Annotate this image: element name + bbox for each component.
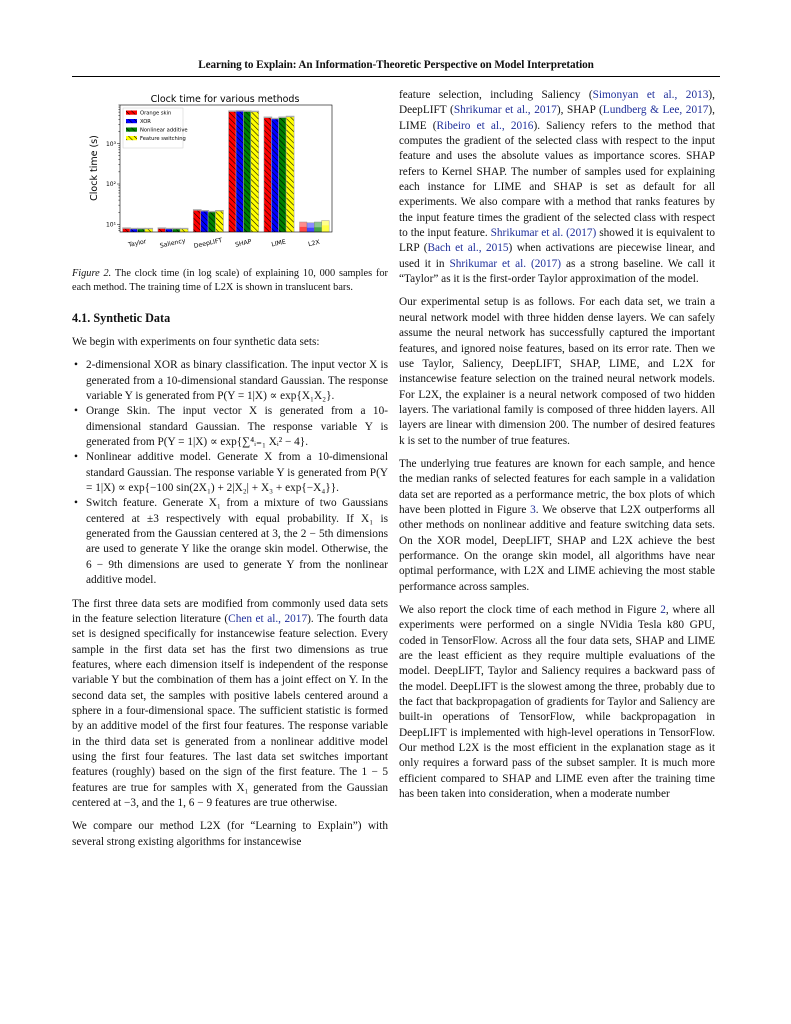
running-title: Learning to Explain: An Information-Theoretic Perspective on Model Interpretation	[198, 59, 594, 71]
y-tick-label: 10³	[105, 140, 116, 148]
legend-label: Nonlinear additive	[140, 127, 188, 134]
y-tick-label: 10¹	[105, 221, 116, 229]
bar-shap-nonlinear-additive	[244, 112, 251, 232]
paragraph-text: showed it is equivalent to LRP (	[399, 227, 715, 255]
y-tick-label: 10²	[105, 181, 116, 189]
clock-time-bar-chart	[80, 88, 342, 260]
bar-lime-xor	[272, 119, 279, 232]
bar-l2x-orange-skin	[300, 227, 307, 232]
paragraph-baselines	[399, 88, 715, 287]
bar-shap-feature-switching	[251, 112, 258, 232]
dataset-item-switch-feature: • Switch feature. Generate X₁ from a mixture of two Gaussians centered at ±3 respectively with equal probability. If X₁ is generated from the Gaussian centered at 3, the 2 − 5th dimensions are used to generate Y like the orange skin model. Otherwise, the 6 − 9th dimensions are used to generate Y from the nonlinear additive model.	[72, 496, 388, 588]
bar-l2x-feature-switching	[322, 225, 329, 232]
bar-lime-feature-switching	[286, 117, 293, 232]
paragraph-text: . We observe that L2X outperforms all other methods on nonlinear additive and feature switching data sets. On the XOR model, DeepLIFT, SHAP and L2X achieve the best performance. On the orange skin model, all algorithms have near optimal performance, with L2X and LIME achieving the most stable performance across samples.	[399, 503, 715, 593]
paragraph-text: We also report the clock time of each method in Figure	[399, 604, 661, 616]
paragraph-text: ), DeepLIFT (	[399, 89, 715, 117]
citation-link[interactable]: Ribeiro et al., 2016	[436, 119, 534, 132]
bar-lime-nonlinear-additive	[279, 118, 286, 232]
caption-label: Figure 2.	[72, 268, 112, 279]
legend-swatch	[126, 119, 137, 123]
paragraph-text: The underlying true features are known for each sample, and hence the median ranks of selected features for each sample in a validation data set are reported as a performance metric, the box plots of which have been plotted in Figure	[399, 457, 715, 516]
dataset-item-nonlinear-additive: • Nonlinear additive model. Generate X from a 10-dimensional standard Gaussian. The response variable Y is generated from P(Y = 1|X) ∝ exp{−100 sin(2X₁) + 2|X₂| + X₃ + exp{−X₄}}.	[72, 450, 388, 496]
paragraph-text: The first three data sets are modified from commonly used data sets in the feature selection literature (	[72, 597, 388, 625]
legend-label: XOR	[140, 119, 151, 125]
paragraph-clock-time	[399, 603, 715, 802]
bar-shap-xor	[236, 112, 243, 232]
bar-deeplift-orange-skin	[194, 211, 201, 232]
citation-link[interactable]: Shrikumar et al., 2017	[453, 104, 557, 117]
bar-l2x-xor	[307, 228, 314, 232]
citation-link[interactable]: Chen et al., 2017	[228, 612, 308, 625]
paragraph-text: ). The fourth data set is designed specifically for instancewise feature selection. Every sample in the first data set has the first two dimensions as true features, where each dimension itself is independent of the response variable Y but the combination of them has a joint effect on Y. In the second data set, the samples with positive labels centered around a sphere in a four-dimensional space. The sufficient statistic is formed by an additive model of the first four features. The response variable in the third data set is generated from a nonlinear additive model using the first four features. The last data set switches important features (roughly) based on the sign of the first feature. The 1 − 5 features are true for samples with X₁ generated from the Gaussian centered at −3, and the 1, 6 − 9 features are true otherwise.	[72, 612, 388, 809]
section-heading: 4.1. Synthetic Data	[72, 311, 171, 325]
legend-label: Orange skin	[140, 110, 172, 117]
header-rule	[72, 76, 720, 77]
bar-deeplift-nonlinear-additive	[208, 212, 215, 232]
chart-title: Clock time for various methods	[150, 94, 300, 105]
paragraph-text: ). Saliency refers to the method that computes the gradient of the selected class with respect to the input feature and uses the absolute values as importance scores. SHAP refers to Kernel SHAP. The number of samples used for explaining each instance for LIME and SHAP is set as default for all experiments. We also compare with a method that ranks features by the input feature times the gradient of the selected class with respect to the input feature.	[399, 119, 715, 240]
paragraph-text: ), SHAP (	[556, 104, 603, 117]
citation-link[interactable]: Shrikumar et al. (2017)	[449, 257, 562, 270]
paragraph-results	[399, 457, 715, 595]
x-tick-label: Saliency	[159, 237, 187, 250]
paragraph-datasets	[72, 597, 388, 812]
legend-swatch	[126, 136, 137, 140]
x-tick-label: LIME	[270, 238, 287, 249]
caption-text: The clock time (in log scale) of explaining 10, 000 samples for each method. The training time of L2X is shown in translucent bars.	[72, 268, 388, 293]
bar-deeplift-xor	[201, 211, 208, 232]
section-intro: We begin with experiments on four synthetic data sets:	[72, 336, 320, 348]
bar-l2x-nonlinear-additive	[314, 227, 321, 232]
figure-caption	[72, 267, 388, 294]
legend-swatch	[126, 111, 137, 115]
bar-saliency-xor	[166, 229, 173, 232]
paragraph-text: feature selection, including Saliency (	[399, 89, 593, 101]
paragraph-text: ), LIME (	[399, 104, 715, 132]
citation-link[interactable]: Shrikumar et al. (2017)	[490, 227, 597, 240]
bar-saliency-orange-skin	[158, 229, 165, 232]
bar-shap-orange-skin	[229, 112, 236, 232]
bar-lime-orange-skin	[264, 118, 271, 232]
figure-ref-link[interactable]: 2	[660, 604, 666, 616]
x-tick-label: DeepLIFT	[193, 237, 223, 250]
x-tick-label: L2X	[307, 238, 321, 249]
bar-saliency-feature-switching	[180, 229, 187, 232]
right-column	[399, 88, 715, 810]
bar-taylor-feature-switching	[145, 229, 152, 232]
paragraph-setup: Our experimental setup is as follows. For each data set, we train a neural network model with three hidden dense layers. We can safely assume the neural network has successfully captured the important features, and ignored noise features, based on its error rate. Then we use Taylor, Saliency, DeepLIFT, SHAP, LIME, and L2X for instancewise feature selection on the trained neural network models. For L2X, the explainer is a neural network composed of two hidden layers. The variational family is composed of three hidden layers. All layers are linear with dimension 200. The number of desired features k is set to the number of true features.	[399, 296, 715, 447]
legend	[123, 108, 188, 148]
citation-link[interactable]: Simonyan et al., 2013	[592, 89, 709, 101]
x-tick-label: SHAP	[234, 238, 253, 249]
citation-link[interactable]: Lundberg & Lee, 2017	[602, 104, 709, 117]
paragraph-text: ) when activations are piecewise linear, and used it in	[399, 242, 716, 270]
bar-taylor-xor	[130, 229, 137, 232]
bar-taylor-nonlinear-additive	[138, 229, 145, 232]
legend-swatch	[126, 128, 137, 132]
x-tick-label: Taylor	[127, 238, 148, 249]
paragraph-text: , where all experiments were performed on a single NVidia Tesla k80 GPU, coded in TensorFlow. Across all the four data sets, SHAP and LIME are the least efficient as they require multiple evaluations of the model. DeepLIFT, Taylor and Saliency requires a backward pass of the model. DeepLIFT is the slowest among the three, probably due to the fact that backpropagation of gradients for Taylor and Saliency are built-in operations of TensorFlow, while backpropagation in DeepLIFT is implemented with high-level operations in TensorFlow. Our method L2X is the most efficient in the explanation stage as it only requires a forward pass of the subset sampler. It is much more efficient compared to SHAP and LIME even after the training time has been taken into consideration, when a moderate number	[399, 604, 715, 801]
figure-ref-link[interactable]: 3	[530, 503, 536, 516]
citation-link[interactable]: Bach et al., 2015	[427, 242, 509, 255]
left-column-body	[72, 335, 388, 858]
bar-deeplift-feature-switching	[216, 211, 223, 232]
paragraph-text: as a strong baseline. We call it “Taylor” as it is the first-order Taylor approximation of the model.	[399, 257, 715, 286]
paragraph-compare: We compare our method L2X (for “Learning to Explain”) with several strong existing algorithms for instancewise	[72, 820, 388, 848]
legend-label: Feature switching	[140, 136, 186, 142]
y-axis-label: Clock time (s)	[89, 135, 100, 201]
bar-taylor-orange-skin	[123, 229, 130, 232]
dataset-item-orange-skin: • Orange Skin. The input vector X is generated from a 10-dimensional standard Gaussian. The response variable Y is generated from P(Y = 1|X) ∝ exp{∑⁴ᵢ₌₁ Xᵢ² − 4}.	[72, 404, 388, 450]
dataset-list	[72, 358, 388, 588]
dataset-item-xor: • 2-dimensional XOR as binary classification. The input vector X is generated from a 10-dimensional standard Gaussian. The response variable Y is generated from P(Y = 1|X) ∝ exp{X₁X₂}.	[72, 358, 388, 404]
bar-saliency-nonlinear-additive	[173, 229, 180, 232]
